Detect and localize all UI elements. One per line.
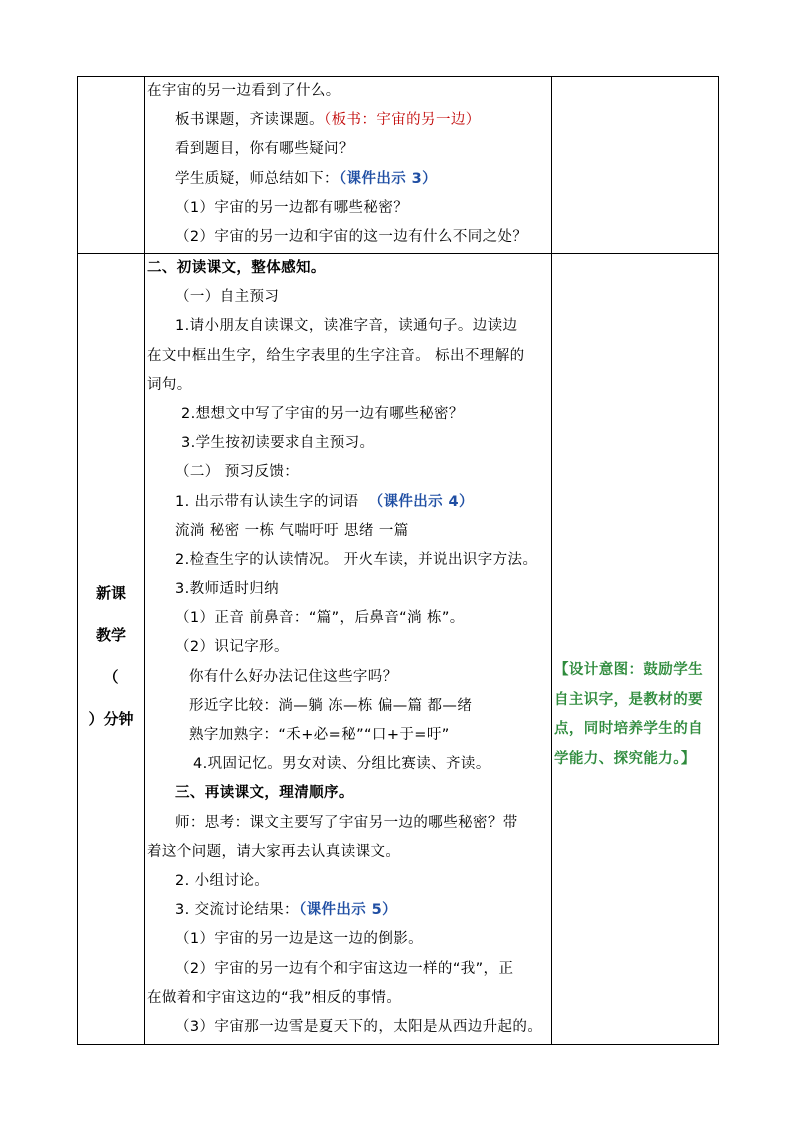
- text-line: 在文中框出生字，给生字表里的生字注音。 标出不理解的: [147, 347, 525, 364]
- text-line: （1）宇宙的另一边都有哪些秘密？: [175, 199, 409, 216]
- blackboard-note: （板书：宇宙的另一边）: [324, 112, 481, 129]
- content-cell: [145, 254, 552, 1045]
- design-intent-note: 【设计意图：鼓励学生自主识字，是教材的要点，同时培养学生的自学能力、探究能力。】: [554, 662, 703, 767]
- courseware-note: （课件出示 3）: [338, 170, 437, 187]
- text-line: （1）宇宙的另一边是这一边的倒影。: [175, 931, 424, 948]
- table-row: [78, 77, 719, 254]
- text-line: （一）自主预习: [175, 289, 280, 306]
- text-line: 2. 小组讨论。: [175, 872, 270, 889]
- text-line: 3.教师适时归纳: [175, 581, 280, 598]
- text-line: 熟字加熟字：“禾+必=秘”“口+于=吁”: [189, 727, 450, 743]
- note-cell: [552, 77, 719, 254]
- text-line: 1.请小朋友自读课文，读准字音，读通句子。边读边: [175, 318, 518, 335]
- note-cell: [552, 254, 719, 1045]
- text-line: 看到题目，你有哪些疑问？: [175, 141, 354, 158]
- stage-label-line: ）分钟: [88, 710, 134, 728]
- text-line: [145, 106, 551, 135]
- text-line: 在做着和宇宙这边的“我”相反的事情。: [147, 989, 402, 1006]
- courseware-note: （课件出示 4）: [368, 493, 474, 510]
- text-line: 形近字比较：淌—躺 冻—栋 偏—篇 都—绪: [189, 697, 473, 714]
- text-line: （2）宇宙的另一边和宇宙的这一边有什么不同之处？: [175, 228, 528, 245]
- text-line: [145, 488, 551, 517]
- text-span: 1. 出示带有认读生字的词语: [175, 493, 359, 510]
- text-span: 学生质疑，师总结如下：: [175, 170, 339, 187]
- text-line: （3）宇宙那一边雪是夏天下的，太阳是从西边升起的。: [175, 1018, 543, 1035]
- stage-label: [78, 254, 144, 740]
- stage-cell: [78, 254, 145, 1045]
- courseware-note: （课件出示 5）: [298, 902, 398, 919]
- section-heading: 三、再读课文，理清顺序。: [175, 785, 354, 802]
- text-line: 师：思考：课文主要写了宇宙另一边的哪些秘密？带: [175, 814, 518, 831]
- text-line: 词句。: [147, 376, 192, 393]
- text-line: （二） 预习反馈：: [175, 464, 300, 481]
- vocabulary-line: 流淌 秘密 一栋 气喘吁吁 思绪 一篇: [175, 522, 409, 539]
- text-line: （2）宇宙的另一边有个和宇宙这边一样的“我”，正: [175, 960, 514, 977]
- text-line: 你有什么好办法记住这些字吗？: [189, 668, 398, 685]
- text-span: 板书课题，齐读课题。: [175, 112, 324, 129]
- text-span: 3. 交流讨论结果：: [175, 902, 299, 919]
- text-line: 4.巩固记忆。男女对读、分组比赛读、齐读。: [193, 756, 491, 773]
- stage-label-line: 教学: [95, 626, 126, 644]
- text-line: （1）正音 前鼻音：“篇”，后鼻音“淌 栋”。: [175, 610, 465, 627]
- text-line: [145, 165, 551, 194]
- section-heading: 二、初读课文，整体感知。: [147, 260, 326, 276]
- table-row: [78, 254, 719, 1045]
- stage-label-line: （: [103, 668, 119, 686]
- text-line: 在宇宙的另一边看到了什么。: [147, 83, 341, 99]
- text-line: 着这个问题，请大家再去认真读课文。: [147, 843, 401, 860]
- text-line: 2.检查生字的认读情况。 开火车读，并说出识字方法。: [175, 551, 538, 568]
- content-cell: [145, 77, 552, 254]
- stage-cell: [78, 77, 145, 254]
- text-line: 3.学生按初读要求自主预习。: [181, 435, 375, 452]
- text-line: 2.想想文中写了宇宙的另一边有哪些秘密？: [181, 405, 464, 422]
- stage-label-line: 新课: [95, 584, 126, 602]
- text-line: （2）识记字形。: [175, 639, 289, 656]
- text-line: [145, 896, 551, 925]
- lesson-plan-table: [77, 76, 719, 1045]
